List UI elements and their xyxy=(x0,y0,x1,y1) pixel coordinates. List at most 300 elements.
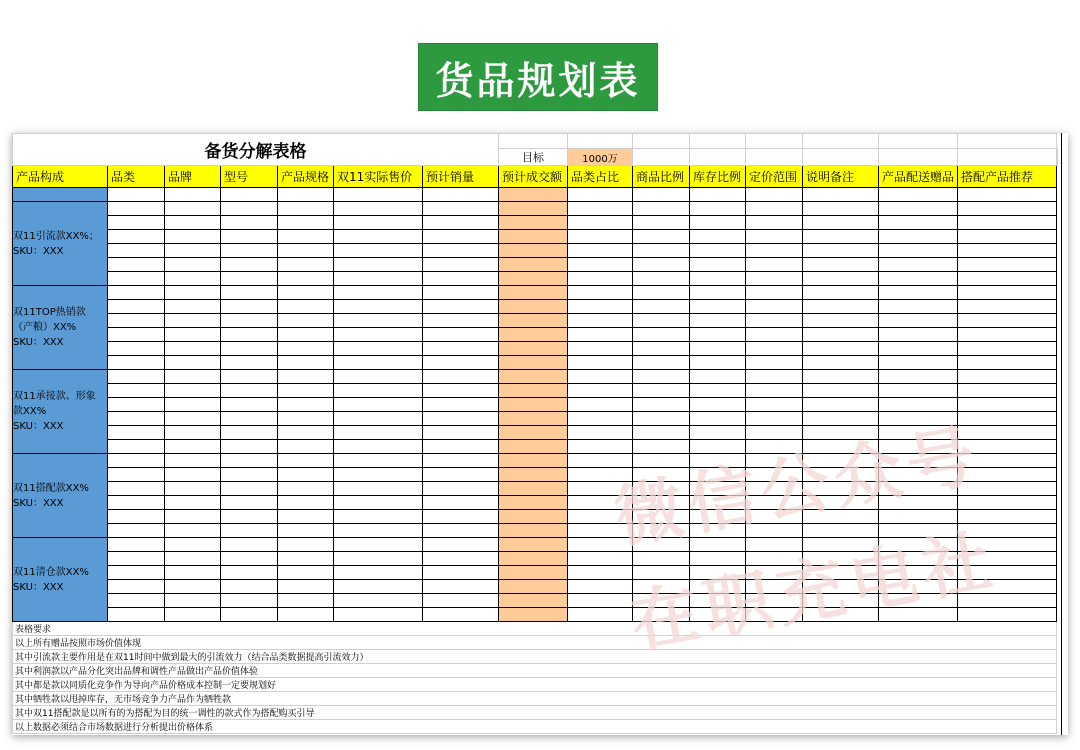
data-cell[interactable] xyxy=(879,230,958,244)
data-cell[interactable] xyxy=(879,482,958,496)
data-cell[interactable] xyxy=(803,272,879,286)
data-cell[interactable] xyxy=(633,230,690,244)
data-cell[interactable] xyxy=(499,468,568,482)
data-cell[interactable] xyxy=(278,230,334,244)
data-cell[interactable] xyxy=(108,356,165,370)
data-cell[interactable] xyxy=(568,496,633,510)
data-cell[interactable] xyxy=(221,524,278,538)
data-cell[interactable] xyxy=(803,566,879,580)
data-cell[interactable] xyxy=(879,552,958,566)
data-cell[interactable] xyxy=(165,342,221,356)
data-cell[interactable] xyxy=(746,412,803,426)
data-cell[interactable] xyxy=(423,496,499,510)
data-cell[interactable] xyxy=(958,314,1057,328)
target-value[interactable]: 1000万 xyxy=(568,149,633,166)
data-cell[interactable] xyxy=(221,580,278,594)
data-cell[interactable] xyxy=(423,538,499,552)
data-cell[interactable] xyxy=(108,538,165,552)
data-cell[interactable] xyxy=(568,202,633,216)
data-cell[interactable] xyxy=(423,384,499,398)
data-cell[interactable] xyxy=(633,566,690,580)
data-cell[interactable] xyxy=(803,370,879,384)
data-cell[interactable] xyxy=(879,216,958,230)
data-cell[interactable] xyxy=(499,202,568,216)
data-cell[interactable] xyxy=(958,566,1057,580)
data-cell[interactable] xyxy=(803,538,879,552)
data-cell[interactable] xyxy=(633,398,690,412)
data-cell[interactable] xyxy=(423,510,499,524)
data-cell[interactable] xyxy=(221,510,278,524)
data-cell[interactable] xyxy=(746,244,803,258)
data-cell[interactable] xyxy=(879,468,958,482)
data-cell[interactable] xyxy=(633,272,690,286)
data-cell[interactable] xyxy=(221,538,278,552)
data-cell[interactable] xyxy=(165,230,221,244)
data-cell[interactable] xyxy=(746,370,803,384)
data-cell[interactable] xyxy=(499,412,568,426)
data-cell[interactable] xyxy=(278,286,334,300)
data-cell[interactable] xyxy=(958,468,1057,482)
data-cell[interactable] xyxy=(334,580,423,594)
data-cell[interactable] xyxy=(568,426,633,440)
data-cell[interactable] xyxy=(803,258,879,272)
data-cell[interactable] xyxy=(958,370,1057,384)
data-cell[interactable] xyxy=(278,370,334,384)
data-cell[interactable] xyxy=(568,594,633,608)
data-cell[interactable] xyxy=(499,356,568,370)
data-cell[interactable] xyxy=(334,524,423,538)
data-cell[interactable] xyxy=(803,482,879,496)
data-cell[interactable] xyxy=(108,202,165,216)
data-cell[interactable] xyxy=(958,216,1057,230)
data-cell[interactable] xyxy=(278,342,334,356)
data-cell[interactable] xyxy=(423,608,499,622)
data-cell[interactable] xyxy=(690,272,746,286)
data-cell[interactable] xyxy=(108,384,165,398)
data-cell[interactable] xyxy=(165,454,221,468)
data-cell[interactable] xyxy=(690,370,746,384)
column-header[interactable]: 预计销量 xyxy=(423,166,499,188)
data-cell[interactable] xyxy=(165,594,221,608)
data-cell[interactable] xyxy=(746,300,803,314)
data-cell[interactable] xyxy=(803,412,879,426)
data-cell[interactable] xyxy=(108,328,165,342)
data-cell[interactable] xyxy=(803,356,879,370)
data-cell[interactable] xyxy=(746,468,803,482)
data-cell[interactable] xyxy=(278,426,334,440)
data-cell[interactable] xyxy=(958,342,1057,356)
data-cell[interactable] xyxy=(165,300,221,314)
data-cell[interactable] xyxy=(221,552,278,566)
data-cell[interactable] xyxy=(165,412,221,426)
data-cell[interactable] xyxy=(568,370,633,384)
data-cell[interactable] xyxy=(803,398,879,412)
data-cell[interactable] xyxy=(633,496,690,510)
data-cell[interactable] xyxy=(499,342,568,356)
data-cell[interactable] xyxy=(334,398,423,412)
data-cell[interactable] xyxy=(499,496,568,510)
data-cell[interactable] xyxy=(221,496,278,510)
data-cell[interactable] xyxy=(803,384,879,398)
data-cell[interactable] xyxy=(108,566,165,580)
data-cell[interactable] xyxy=(278,496,334,510)
column-header[interactable]: 品类 xyxy=(108,166,165,188)
data-cell[interactable] xyxy=(879,426,958,440)
column-header[interactable]: 型号 xyxy=(221,166,278,188)
data-cell[interactable] xyxy=(278,538,334,552)
data-cell[interactable] xyxy=(334,510,423,524)
data-cell[interactable] xyxy=(803,300,879,314)
data-cell[interactable] xyxy=(108,608,165,622)
data-cell[interactable] xyxy=(108,412,165,426)
data-cell[interactable] xyxy=(499,538,568,552)
data-cell[interactable] xyxy=(803,202,879,216)
data-cell[interactable] xyxy=(879,398,958,412)
data-cell[interactable] xyxy=(958,300,1057,314)
data-cell[interactable] xyxy=(958,328,1057,342)
data-cell[interactable] xyxy=(568,538,633,552)
data-cell[interactable] xyxy=(278,510,334,524)
data-cell[interactable] xyxy=(165,370,221,384)
data-cell[interactable] xyxy=(879,566,958,580)
data-cell[interactable] xyxy=(746,398,803,412)
data-cell[interactable] xyxy=(958,244,1057,258)
column-header[interactable]: 产品配送赠品 xyxy=(879,166,958,188)
data-cell[interactable] xyxy=(879,342,958,356)
data-cell[interactable] xyxy=(423,216,499,230)
data-cell[interactable] xyxy=(334,258,423,272)
data-cell[interactable] xyxy=(499,510,568,524)
data-cell[interactable] xyxy=(165,524,221,538)
column-header[interactable]: 说明备注 xyxy=(803,166,879,188)
data-cell[interactable] xyxy=(633,286,690,300)
data-cell[interactable] xyxy=(165,426,221,440)
data-cell[interactable] xyxy=(568,482,633,496)
data-cell[interactable] xyxy=(334,482,423,496)
data-cell[interactable] xyxy=(165,216,221,230)
data-cell[interactable] xyxy=(958,496,1057,510)
data-cell[interactable] xyxy=(958,440,1057,454)
data-cell[interactable] xyxy=(879,300,958,314)
data-cell[interactable] xyxy=(221,482,278,496)
data-cell[interactable] xyxy=(958,286,1057,300)
data-cell[interactable] xyxy=(879,202,958,216)
data-cell[interactable] xyxy=(423,258,499,272)
data-cell[interactable] xyxy=(221,244,278,258)
data-cell[interactable] xyxy=(278,468,334,482)
data-cell[interactable] xyxy=(334,412,423,426)
data-cell[interactable] xyxy=(690,454,746,468)
data-cell[interactable] xyxy=(278,454,334,468)
data-cell[interactable] xyxy=(803,552,879,566)
data-cell[interactable] xyxy=(746,230,803,244)
data-cell[interactable] xyxy=(879,314,958,328)
data-cell[interactable] xyxy=(690,286,746,300)
data-cell[interactable] xyxy=(221,440,278,454)
data-cell[interactable] xyxy=(334,538,423,552)
data-cell[interactable] xyxy=(633,580,690,594)
data-cell[interactable] xyxy=(499,300,568,314)
data-cell[interactable] xyxy=(690,258,746,272)
data-cell[interactable] xyxy=(958,398,1057,412)
data-cell[interactable] xyxy=(165,384,221,398)
data-cell[interactable] xyxy=(278,594,334,608)
data-cell[interactable] xyxy=(278,384,334,398)
data-cell[interactable] xyxy=(746,328,803,342)
data-cell[interactable] xyxy=(879,244,958,258)
data-cell[interactable] xyxy=(746,202,803,216)
data-cell[interactable] xyxy=(165,468,221,482)
data-cell[interactable] xyxy=(568,244,633,258)
data-cell[interactable] xyxy=(334,244,423,258)
data-cell[interactable] xyxy=(803,454,879,468)
data-cell[interactable] xyxy=(423,230,499,244)
data-cell[interactable] xyxy=(221,468,278,482)
data-cell[interactable] xyxy=(165,314,221,328)
data-cell[interactable] xyxy=(499,454,568,468)
data-cell[interactable] xyxy=(221,566,278,580)
data-cell[interactable] xyxy=(499,314,568,328)
data-cell[interactable] xyxy=(803,580,879,594)
data-cell[interactable] xyxy=(958,594,1057,608)
data-cell[interactable] xyxy=(221,258,278,272)
data-cell[interactable] xyxy=(165,258,221,272)
data-cell[interactable] xyxy=(568,580,633,594)
data-cell[interactable] xyxy=(746,342,803,356)
data-cell[interactable] xyxy=(568,412,633,426)
data-cell[interactable] xyxy=(221,216,278,230)
data-cell[interactable] xyxy=(958,258,1057,272)
data-cell[interactable] xyxy=(746,552,803,566)
data-cell[interactable] xyxy=(334,566,423,580)
column-header[interactable]: 搭配产品推荐 xyxy=(958,166,1057,188)
data-cell[interactable] xyxy=(108,370,165,384)
data-cell[interactable] xyxy=(958,412,1057,426)
data-cell[interactable] xyxy=(165,566,221,580)
data-cell[interactable] xyxy=(278,202,334,216)
data-cell[interactable] xyxy=(690,580,746,594)
data-cell[interactable] xyxy=(423,202,499,216)
data-cell[interactable] xyxy=(568,272,633,286)
data-cell[interactable] xyxy=(633,314,690,328)
data-cell[interactable] xyxy=(334,440,423,454)
data-cell[interactable] xyxy=(278,482,334,496)
data-cell[interactable] xyxy=(221,300,278,314)
data-cell[interactable] xyxy=(499,244,568,258)
data-cell[interactable] xyxy=(803,440,879,454)
data-cell[interactable] xyxy=(278,608,334,622)
data-cell[interactable] xyxy=(568,216,633,230)
data-cell[interactable] xyxy=(499,384,568,398)
data-cell[interactable] xyxy=(108,482,165,496)
data-cell[interactable] xyxy=(958,538,1057,552)
data-cell[interactable] xyxy=(803,510,879,524)
data-cell[interactable] xyxy=(690,510,746,524)
data-cell[interactable] xyxy=(633,370,690,384)
data-cell[interactable] xyxy=(568,300,633,314)
data-cell[interactable] xyxy=(499,328,568,342)
data-cell[interactable] xyxy=(278,398,334,412)
data-cell[interactable] xyxy=(568,356,633,370)
data-cell[interactable] xyxy=(633,538,690,552)
data-cell[interactable] xyxy=(499,216,568,230)
data-cell[interactable] xyxy=(108,314,165,328)
data-cell[interactable] xyxy=(499,286,568,300)
data-cell[interactable] xyxy=(568,328,633,342)
data-cell[interactable] xyxy=(746,510,803,524)
data-cell[interactable] xyxy=(568,286,633,300)
data-cell[interactable] xyxy=(278,356,334,370)
data-cell[interactable] xyxy=(568,314,633,328)
data-cell[interactable] xyxy=(499,566,568,580)
data-cell[interactable] xyxy=(746,496,803,510)
data-cell[interactable] xyxy=(690,412,746,426)
data-cell[interactable] xyxy=(499,272,568,286)
data-cell[interactable] xyxy=(334,300,423,314)
data-cell[interactable] xyxy=(423,454,499,468)
data-cell[interactable] xyxy=(278,328,334,342)
data-cell[interactable] xyxy=(108,216,165,230)
data-cell[interactable] xyxy=(165,202,221,216)
column-header[interactable]: 双11实际售价 xyxy=(334,166,423,188)
column-header[interactable]: 预计成交额 xyxy=(499,166,568,188)
data-cell[interactable] xyxy=(633,468,690,482)
data-cell[interactable] xyxy=(633,594,690,608)
data-cell[interactable] xyxy=(879,258,958,272)
data-cell[interactable] xyxy=(499,398,568,412)
data-cell[interactable] xyxy=(278,258,334,272)
data-cell[interactable] xyxy=(165,286,221,300)
data-cell[interactable] xyxy=(746,594,803,608)
data-cell[interactable] xyxy=(879,384,958,398)
data-cell[interactable] xyxy=(690,468,746,482)
data-cell[interactable] xyxy=(221,328,278,342)
data-cell[interactable] xyxy=(568,566,633,580)
data-cell[interactable] xyxy=(633,608,690,622)
data-cell[interactable] xyxy=(423,412,499,426)
data-cell[interactable] xyxy=(746,538,803,552)
data-cell[interactable] xyxy=(633,258,690,272)
data-cell[interactable] xyxy=(165,398,221,412)
data-cell[interactable] xyxy=(499,580,568,594)
data-cell[interactable] xyxy=(879,356,958,370)
data-cell[interactable] xyxy=(221,608,278,622)
data-cell[interactable] xyxy=(879,328,958,342)
data-cell[interactable] xyxy=(278,412,334,426)
data-cell[interactable] xyxy=(278,314,334,328)
data-cell[interactable] xyxy=(746,216,803,230)
data-cell[interactable] xyxy=(803,468,879,482)
data-cell[interactable] xyxy=(423,244,499,258)
data-cell[interactable] xyxy=(958,580,1057,594)
data-cell[interactable] xyxy=(278,272,334,286)
data-cell[interactable] xyxy=(334,384,423,398)
data-cell[interactable] xyxy=(334,370,423,384)
data-cell[interactable] xyxy=(108,258,165,272)
data-cell[interactable] xyxy=(108,286,165,300)
data-cell[interactable] xyxy=(803,342,879,356)
data-cell[interactable] xyxy=(499,594,568,608)
data-cell[interactable] xyxy=(746,524,803,538)
data-cell[interactable] xyxy=(879,370,958,384)
data-cell[interactable] xyxy=(423,468,499,482)
data-cell[interactable] xyxy=(568,398,633,412)
data-cell[interactable] xyxy=(690,538,746,552)
data-cell[interactable] xyxy=(690,328,746,342)
data-cell[interactable] xyxy=(165,552,221,566)
data-cell[interactable] xyxy=(334,426,423,440)
data-cell[interactable] xyxy=(746,580,803,594)
data-cell[interactable] xyxy=(746,566,803,580)
data-cell[interactable] xyxy=(746,314,803,328)
data-cell[interactable] xyxy=(108,440,165,454)
data-cell[interactable] xyxy=(690,426,746,440)
data-cell[interactable] xyxy=(803,426,879,440)
data-cell[interactable] xyxy=(690,552,746,566)
data-cell[interactable] xyxy=(499,524,568,538)
data-cell[interactable] xyxy=(423,342,499,356)
data-cell[interactable] xyxy=(334,230,423,244)
data-cell[interactable] xyxy=(568,384,633,398)
data-cell[interactable] xyxy=(165,244,221,258)
data-cell[interactable] xyxy=(746,356,803,370)
data-cell[interactable] xyxy=(746,440,803,454)
data-cell[interactable] xyxy=(499,230,568,244)
data-cell[interactable] xyxy=(879,496,958,510)
data-cell[interactable] xyxy=(221,370,278,384)
data-cell[interactable] xyxy=(334,202,423,216)
data-cell[interactable] xyxy=(879,286,958,300)
data-cell[interactable] xyxy=(746,454,803,468)
data-cell[interactable] xyxy=(879,594,958,608)
data-cell[interactable] xyxy=(958,272,1057,286)
data-cell[interactable] xyxy=(746,272,803,286)
column-header[interactable]: 品牌 xyxy=(165,166,221,188)
data-cell[interactable] xyxy=(803,314,879,328)
data-cell[interactable] xyxy=(879,454,958,468)
data-cell[interactable] xyxy=(633,524,690,538)
data-cell[interactable] xyxy=(690,202,746,216)
data-cell[interactable] xyxy=(221,342,278,356)
data-cell[interactable] xyxy=(108,300,165,314)
data-cell[interactable] xyxy=(746,286,803,300)
data-cell[interactable] xyxy=(423,594,499,608)
data-cell[interactable] xyxy=(165,608,221,622)
data-cell[interactable] xyxy=(958,202,1057,216)
data-cell[interactable] xyxy=(423,272,499,286)
data-cell[interactable] xyxy=(108,580,165,594)
data-cell[interactable] xyxy=(633,244,690,258)
data-cell[interactable] xyxy=(690,342,746,356)
data-cell[interactable] xyxy=(221,286,278,300)
data-cell[interactable] xyxy=(334,454,423,468)
data-cell[interactable] xyxy=(690,314,746,328)
data-cell[interactable] xyxy=(423,482,499,496)
data-cell[interactable] xyxy=(879,608,958,622)
data-cell[interactable] xyxy=(499,482,568,496)
data-cell[interactable] xyxy=(108,426,165,440)
data-cell[interactable] xyxy=(499,426,568,440)
data-cell[interactable] xyxy=(334,286,423,300)
data-cell[interactable] xyxy=(879,580,958,594)
data-cell[interactable] xyxy=(633,202,690,216)
data-cell[interactable] xyxy=(165,272,221,286)
data-cell[interactable] xyxy=(746,482,803,496)
data-cell[interactable] xyxy=(690,384,746,398)
data-cell[interactable] xyxy=(108,510,165,524)
data-cell[interactable] xyxy=(423,426,499,440)
data-cell[interactable] xyxy=(633,216,690,230)
